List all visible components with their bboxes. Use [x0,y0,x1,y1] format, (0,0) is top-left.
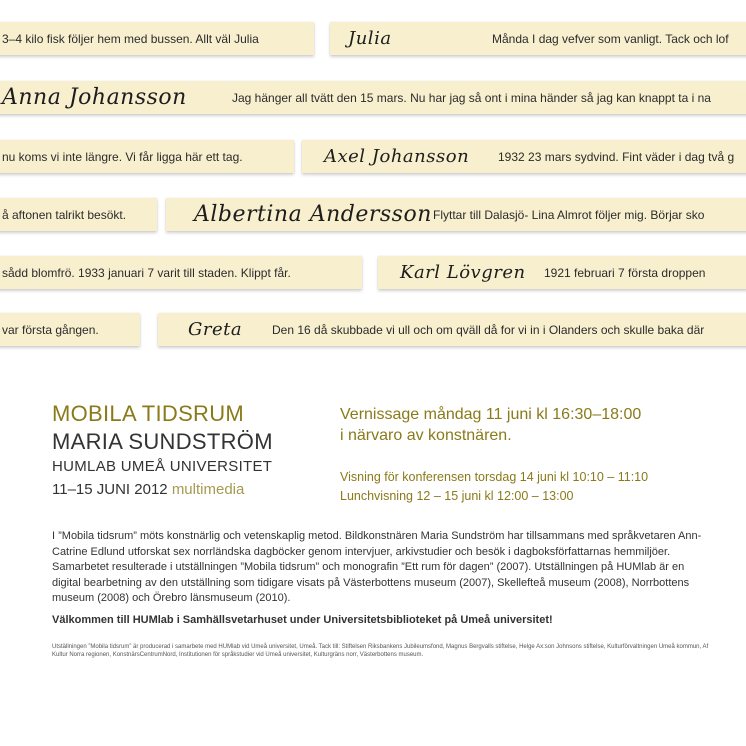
diary-strip-4 [0,140,294,173]
diary-text: 3–4 kilo fisk följer hem med bussen. Allt väl Julia [2,31,259,46]
dates: 11–15 JUNI 2012 [52,481,168,498]
diary-text: å aftonen talrikt besökt. [2,207,127,222]
medium: multimedia [171,481,245,498]
diary-strip-8 [0,256,362,289]
exhibition-title: MOBILA TIDSRUM [52,401,245,426]
event-info [340,404,648,506]
diary-strip-2 [330,22,746,55]
diary-strip-7 [166,198,746,231]
credits: Utställningen ”Mobila tidsrum” är producerad i samarbete med HUMlab vid Umeå universitet, Umeå. Tack till: Stiftelsen Riksbankens Jubileumsfond, Magnus Bergvalls stiftelse, Helge Ax:son Johnsons stiftelse, Kulturförvaltningen Umeå kommun, Af Kultur Norra regionen, KonstnärsCentrumNord, Institutionen för språkstudier vid Umeå universitet, Kulturgräns norr, Västerbottens museum. [52,644,709,658]
vernissage-line-2: i närvaro av konstnären. [340,427,512,444]
diary-text: 1921 februari 7 första droppen [544,265,706,280]
signature-albertina-andersson: Albertina Andersson [194,202,432,227]
exhibition-title-block [52,400,273,502]
diary-text: Jag hänger all tvätt den 15 mars. Nu har jag så ont i mina händer så jag kan knappt ta i na [232,90,711,105]
diary-strip-6 [0,198,157,231]
artist-name: MARIA SUNDSTRÖM [52,429,273,454]
lunch-viewing: Lunchvisning 12 – 15 juni kl 12:00 – 13:00 [340,489,574,503]
welcome-line: Välkommen till HUMlab i Samhällsvetarhuset under Universitetsbiblioteket på Umeå universitet! [52,614,553,626]
diary-strip-3 [0,81,746,114]
diary-strip-10 [0,313,140,346]
diary-strip-9 [378,256,746,289]
signature-greta: Greta [188,319,243,340]
diary-text: sådd blomfrö. 1933 januari 7 varit till staden. Klippt får. [2,265,291,280]
signature-karl-lovgren: Karl Lövgren [400,262,526,283]
signature-julia: Julia [348,28,392,49]
vernissage-line-1: Vernissage måndag 11 juni kl 16:30–18:00 [340,406,642,423]
description-paragraph: I ”Mobila tidsrum” möts konstnärlig och vetenskaplig metod. Bildkonstnären Maria Sundström har tillsammans med språkvetaren Ann-Catrine Edlund utforskat sex norrländska dagböcker genom intervjuer, arkivstudier och besök i dagboksförfattarnas hemmiljöer. Samarbetet resulterade i utställningen ”Mobila tidsrum” och monografin ”Ett rum för dagen” (2007). Utställningen på HUMlab är en digital bearbetning av den utställning som tidigare visats på Västerbottens museum (2007), Skellefteå museum (2008), Norrbottens museum (2008) och Örebro länsmuseum (2010). [52,530,702,605]
diary-strip-5 [302,140,746,173]
diary-text: var första gången. [2,322,99,337]
diary-text: Månda I dag vefver som vanligt. Tack och lof [492,31,729,46]
signature-axel-johansson: Axel Johansson [324,146,470,167]
diary-text: nu koms vi inte längre. Vi får ligga här ett tag. [2,149,243,164]
diary-strip-1 [0,22,314,55]
diary-strip-11 [158,313,746,346]
diary-text: Den 16 då skubbade vi ull och om qväll då for vi in i Olanders och skulle baka där [272,322,705,337]
signature-anna-johansson: Anna Johansson [2,85,187,110]
diary-text: Flyttar till Dalasjö- Lina Almrot följer mig. Börjar sko [433,207,705,222]
venue: HUMLAB UMEÅ UNIVERSITET [52,458,273,475]
exhibition-dates [52,478,273,502]
conference-viewing: Visning för konferensen torsdag 14 juni kl 10:10 – 11:10 [340,470,649,484]
diary-text: 1932 23 mars sydvind. Fint väder i dag två g [498,149,735,164]
